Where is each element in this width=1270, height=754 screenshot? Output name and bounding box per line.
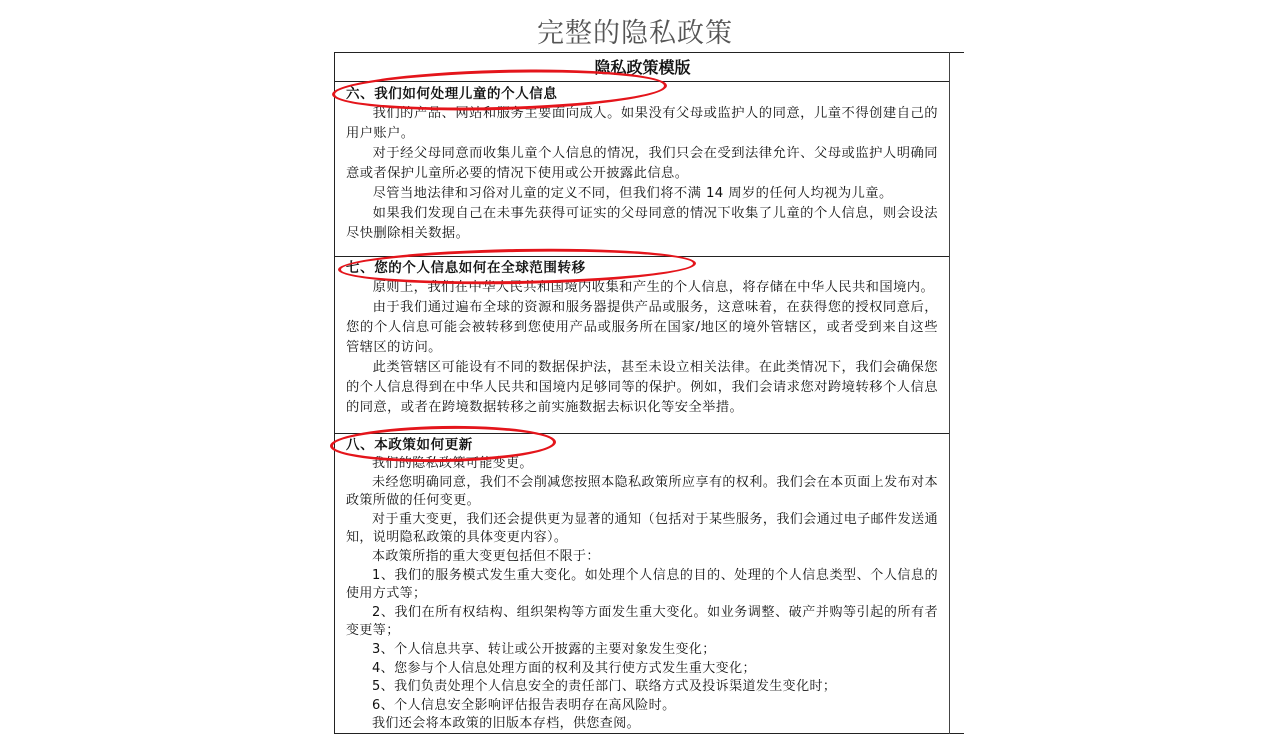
- section-policy-update: [335, 434, 950, 734]
- section-children-info: [335, 84, 950, 257]
- right-border-rule: [949, 52, 950, 734]
- paragraph: 2、我们在所有权结构、组织架构等方面发生重大变化。如业务调整、破产并购等引起的所有者变更等；: [346, 604, 938, 639]
- paragraph: 3、个人信息共享、转让或公开披露的主要对象发生变化；: [372, 641, 716, 657]
- paragraph: 尽管当地法律和习俗对儿童的定义不同，但我们将不满 14 周岁的任何人均视为儿童。: [372, 186, 893, 201]
- paragraph: 由于我们通过遍布全球的资源和服务器提供产品或服务，这意味着，在获得您的授权同意后，您的个人信息可能会被转移到您使用产品或服务所在国家/地区的境外管辖区，或者受到来自这些管辖区的访问。: [346, 300, 938, 355]
- paragraph: 5、我们负责处理个人信息安全的责任部门、联络方式及投诉渠道发生变化时；: [372, 679, 837, 695]
- policy-document: [334, 52, 964, 734]
- section-title: 七、您的个人信息如何在全球范围转移: [346, 260, 586, 276]
- paragraph: 我们的隐私政策可能变更。: [372, 456, 533, 471]
- paragraph: 此类管辖区可能设有不同的数据保护法，甚至未设立相关法律。在此类情况下，我们会确保您的个人信息得到在中华人民共和国境内足够同等的保护。例如，我们会请求您对跨境转移个人信息的同意，或者在跨境数据转移之前实施数据去标识化等安全举措。: [346, 360, 938, 415]
- paragraph: 对于重大变更，我们还会提供更为显著的通知（包括对于某些服务，我们会通过电子邮件发送通知，说明隐私政策的具体变更内容）。: [346, 511, 938, 546]
- document-header: 隐私政策模版: [335, 53, 950, 82]
- paragraph: 1、我们的服务模式发生重大变化。如处理个人信息的目的、处理的个人信息类型、个人信息的使用方式等；: [346, 567, 938, 602]
- section-title: 八、本政策如何更新: [346, 437, 473, 453]
- paragraph: 未经您明确同意，我们不会削减您按照本隐私政策所应享有的权利。我们会在本页面上发布对本政策所做的任何变更。: [346, 474, 938, 509]
- paragraph: 我们还会将本政策的旧版本存档，供您查阅。: [372, 716, 641, 732]
- section-global-transfer: [335, 257, 950, 434]
- paragraph: 4、您参与个人信息处理方面的权利及其行使方式发生重大变化；: [372, 660, 756, 676]
- paragraph: 6、个人信息安全影响评估报告表明存在高风险时。: [372, 697, 676, 713]
- paragraph: 本政策所指的重大变更包括但不限于：: [372, 548, 600, 564]
- paragraph: 我们的产品、网站和服务主要面向成人。如果没有父母或监护人的同意，儿童不得创建自己的用户账户。: [346, 106, 938, 141]
- paragraph: 如果我们发现自己在未事先获得可证实的父母同意的情况下收集了儿童的个人信息，则会设法尽快删除相关数据。: [346, 206, 938, 241]
- slide-title: 完整的隐私政策: [537, 18, 733, 49]
- paragraph: 对于经父母同意而收集儿童个人信息的情况，我们只会在受到法律允许、父母或监护人明确同意或者保护儿童所必要的情况下使用或公开披露此信息。: [346, 146, 938, 181]
- paragraph: 原则上，我们在中华人民共和国境内收集和产生的个人信息，将存储在中华人民共和国境内。: [372, 280, 935, 295]
- section-title: 六、我们如何处理儿童的个人信息: [346, 86, 558, 102]
